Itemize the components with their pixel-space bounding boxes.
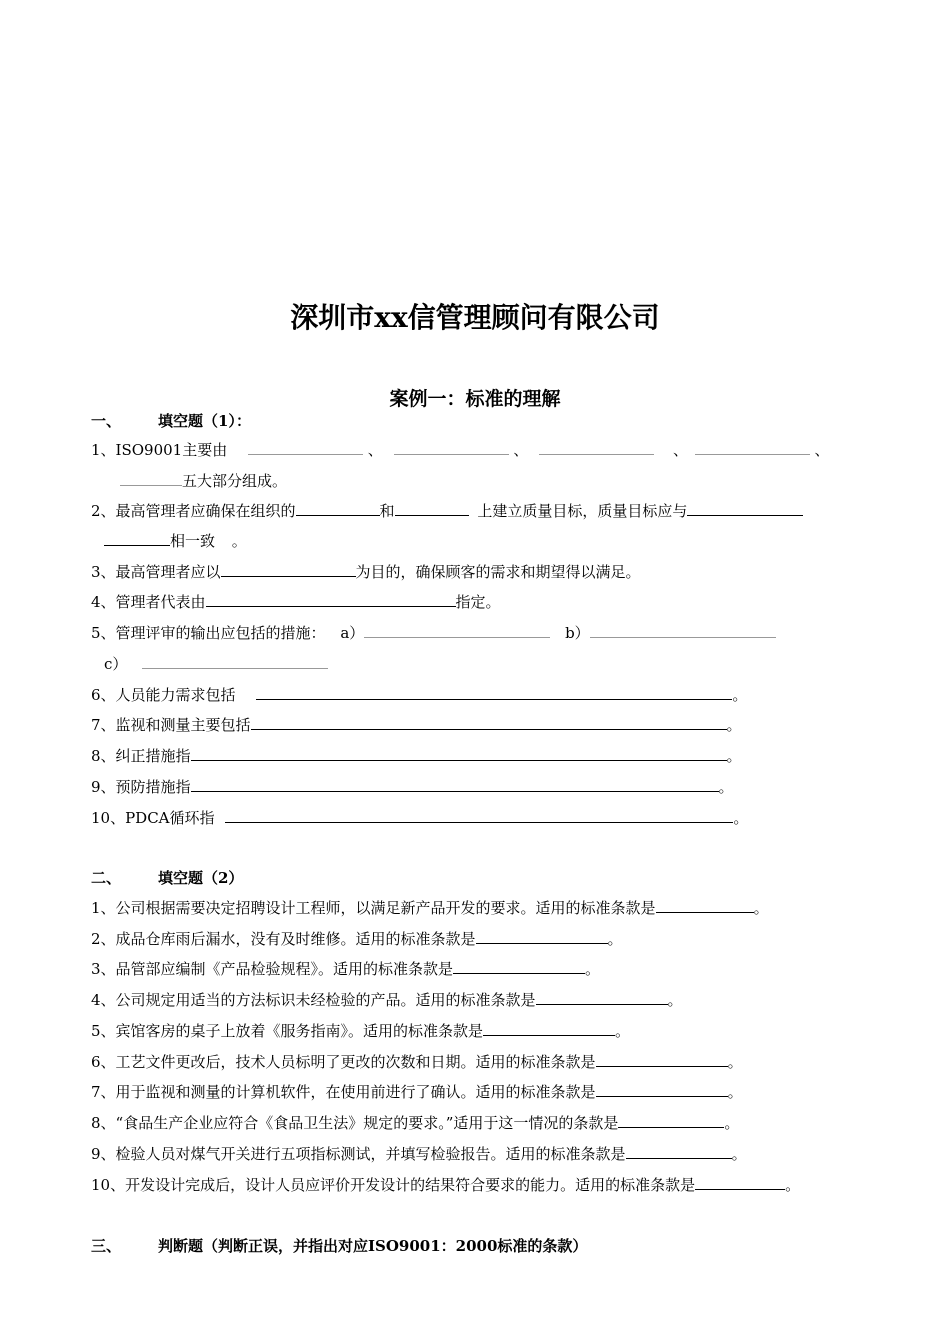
blank-field[interactable] bbox=[248, 440, 363, 455]
blank-field[interactable] bbox=[120, 471, 182, 486]
section-3-number: 三、 bbox=[91, 1237, 122, 1255]
period: 。 bbox=[607, 930, 623, 948]
period: 。 bbox=[585, 960, 601, 978]
separator: 、 bbox=[672, 441, 688, 459]
blank-field[interactable] bbox=[142, 654, 328, 669]
question-1-2 bbox=[91, 501, 803, 521]
question-text: 7、用于监视和测量的计算机软件，在使用前进行了确认。适用的标准条款是 bbox=[91, 1083, 596, 1101]
question-1-3 bbox=[91, 562, 641, 582]
period: 。 bbox=[718, 778, 734, 796]
question-text: 1、公司根据需要决定招聘设计工程师，以满足新产品开发的要求。适用的标准条款是 bbox=[91, 899, 656, 917]
question-text: 7、监视和测量主要包括 bbox=[91, 716, 251, 734]
separator: 、 bbox=[513, 441, 529, 459]
blank-field[interactable] bbox=[364, 623, 550, 638]
question-2-7 bbox=[91, 1082, 743, 1102]
question-text: 9、预防措施指 bbox=[91, 778, 191, 796]
blank-field[interactable] bbox=[483, 1021, 615, 1036]
question-text: 5、管理评审的输出应包括的措施： bbox=[91, 624, 326, 642]
blank-field[interactable] bbox=[206, 592, 456, 607]
blank-field[interactable] bbox=[618, 1113, 724, 1128]
question-2-6 bbox=[91, 1052, 743, 1072]
question-2-2 bbox=[91, 929, 623, 949]
question-text: 2、最高管理者应确保在组织的 bbox=[91, 502, 296, 520]
question-1-8 bbox=[91, 746, 742, 766]
question-1-6 bbox=[91, 685, 747, 705]
question-text: 6、工艺文件更改后，技术人员标明了更改的次数和日期。适用的标准条款是 bbox=[91, 1053, 596, 1071]
question-1-5 bbox=[91, 623, 776, 643]
period: 。 bbox=[727, 1053, 743, 1071]
document-title: 深圳市xx信管理顾问有限公司 bbox=[290, 301, 660, 334]
blank-field[interactable] bbox=[695, 440, 810, 455]
question-1-2-cont bbox=[104, 531, 247, 551]
question-text: 3、最高管理者应以 bbox=[91, 563, 221, 581]
question-2-9 bbox=[91, 1144, 747, 1164]
question-text: 10、开发设计完成后，设计人员应评价开发设计的结果符合要求的能力。适用的标准条款是 bbox=[91, 1176, 696, 1194]
period: 。 bbox=[785, 1176, 801, 1194]
blank-field[interactable] bbox=[656, 898, 754, 913]
blank-field[interactable] bbox=[539, 440, 654, 455]
period: 。 bbox=[733, 809, 749, 827]
section-1-heading: 填空题（1）： bbox=[158, 412, 251, 430]
question-text: 五大部分组成。 bbox=[182, 472, 288, 490]
question-2-5 bbox=[91, 1021, 630, 1041]
blank-field[interactable] bbox=[596, 1082, 728, 1097]
question-text: 10、PDCA循环指 bbox=[91, 809, 215, 827]
period: 。 bbox=[667, 991, 683, 1009]
section-3-heading: 判断题（判断正误，并指出对应ISO9001：2000标准的条款） bbox=[158, 1237, 588, 1255]
blank-field[interactable] bbox=[225, 808, 733, 823]
question-text: 4、公司规定用适当的方法标识未经检验的产品。适用的标准条款是 bbox=[91, 991, 536, 1009]
blank-field[interactable] bbox=[476, 929, 608, 944]
question-text: 9、检验人员对煤气开关进行五项指标测试，并填写检验报告。适用的标准条款是 bbox=[91, 1145, 626, 1163]
period: 。 bbox=[727, 1083, 743, 1101]
question-1-4 bbox=[91, 592, 501, 612]
question-text: 2、成品仓库雨后漏水，没有及时维修。适用的标准条款是 bbox=[91, 930, 476, 948]
question-2-10 bbox=[91, 1175, 800, 1195]
question-text: 8、纠正措施指 bbox=[91, 747, 191, 765]
case-title: 案例一：标准的理解 bbox=[389, 388, 561, 410]
question-1-7 bbox=[91, 715, 742, 735]
section-1-number: 一、 bbox=[91, 412, 122, 430]
blank-field[interactable] bbox=[590, 623, 776, 638]
section-2-heading: 填空题（2） bbox=[158, 869, 244, 887]
question-1-5-cont bbox=[104, 654, 328, 674]
question-1-10 bbox=[91, 808, 748, 828]
period: 。 bbox=[724, 1114, 740, 1132]
question-text: 为目的，确保顾客的需求和期望得以满足。 bbox=[355, 563, 641, 581]
blank-field[interactable] bbox=[453, 959, 585, 974]
question-text: 5、宾馆客房的桌子上放着《服务指南》。适用的标准条款是 bbox=[91, 1022, 484, 1040]
blank-field[interactable] bbox=[251, 715, 727, 730]
blank-field[interactable] bbox=[256, 685, 732, 700]
blank-field[interactable] bbox=[104, 531, 170, 546]
question-2-1 bbox=[91, 898, 769, 918]
question-text: 上建立质量目标，质量目标应与 bbox=[477, 502, 688, 520]
question-text: 6、人员能力需求包括 bbox=[91, 686, 236, 704]
blank-field[interactable] bbox=[626, 1144, 732, 1159]
blank-field[interactable] bbox=[687, 501, 803, 516]
question-text: 1、ISO9001主要由 bbox=[91, 441, 228, 459]
question-text: 8、“食品生产企业应符合《食品卫生法》规定的要求。”适用于这一情况的条款是 bbox=[91, 1114, 619, 1132]
option-b-label: b） bbox=[565, 624, 590, 642]
section-2-number: 二、 bbox=[91, 869, 122, 887]
period: 。 bbox=[753, 899, 769, 917]
question-text: 相一致 bbox=[170, 532, 216, 550]
question-text: 指定。 bbox=[455, 593, 501, 611]
question-1-1-cont bbox=[120, 471, 287, 491]
blank-field[interactable] bbox=[191, 777, 719, 792]
question-text: 3、品管部应编制《产品检验规程》。适用的标准条款是 bbox=[91, 960, 454, 978]
period: 。 bbox=[231, 532, 247, 550]
period: 。 bbox=[726, 716, 742, 734]
period: 。 bbox=[731, 1145, 747, 1163]
blank-field[interactable] bbox=[394, 440, 509, 455]
option-c-label: c） bbox=[104, 655, 128, 673]
question-2-3 bbox=[91, 959, 600, 979]
option-a-label: a） bbox=[340, 624, 365, 642]
question-text: 4、管理者代表由 bbox=[91, 593, 206, 611]
blank-field[interactable] bbox=[191, 746, 727, 761]
blank-field[interactable] bbox=[221, 562, 356, 577]
period: 。 bbox=[732, 686, 748, 704]
question-text: 和 bbox=[379, 502, 395, 520]
blank-field[interactable] bbox=[395, 501, 469, 516]
question-1-1 bbox=[91, 440, 830, 460]
period: 。 bbox=[726, 747, 742, 765]
question-2-8 bbox=[91, 1113, 739, 1133]
blank-field[interactable] bbox=[695, 1175, 785, 1190]
period: 。 bbox=[615, 1022, 631, 1040]
blank-field[interactable] bbox=[536, 990, 668, 1005]
blank-field[interactable] bbox=[596, 1052, 728, 1067]
blank-field[interactable] bbox=[296, 501, 380, 516]
separator: 、 bbox=[814, 441, 830, 459]
separator: 、 bbox=[367, 441, 383, 459]
question-1-9 bbox=[91, 777, 734, 797]
question-2-4 bbox=[91, 990, 683, 1010]
